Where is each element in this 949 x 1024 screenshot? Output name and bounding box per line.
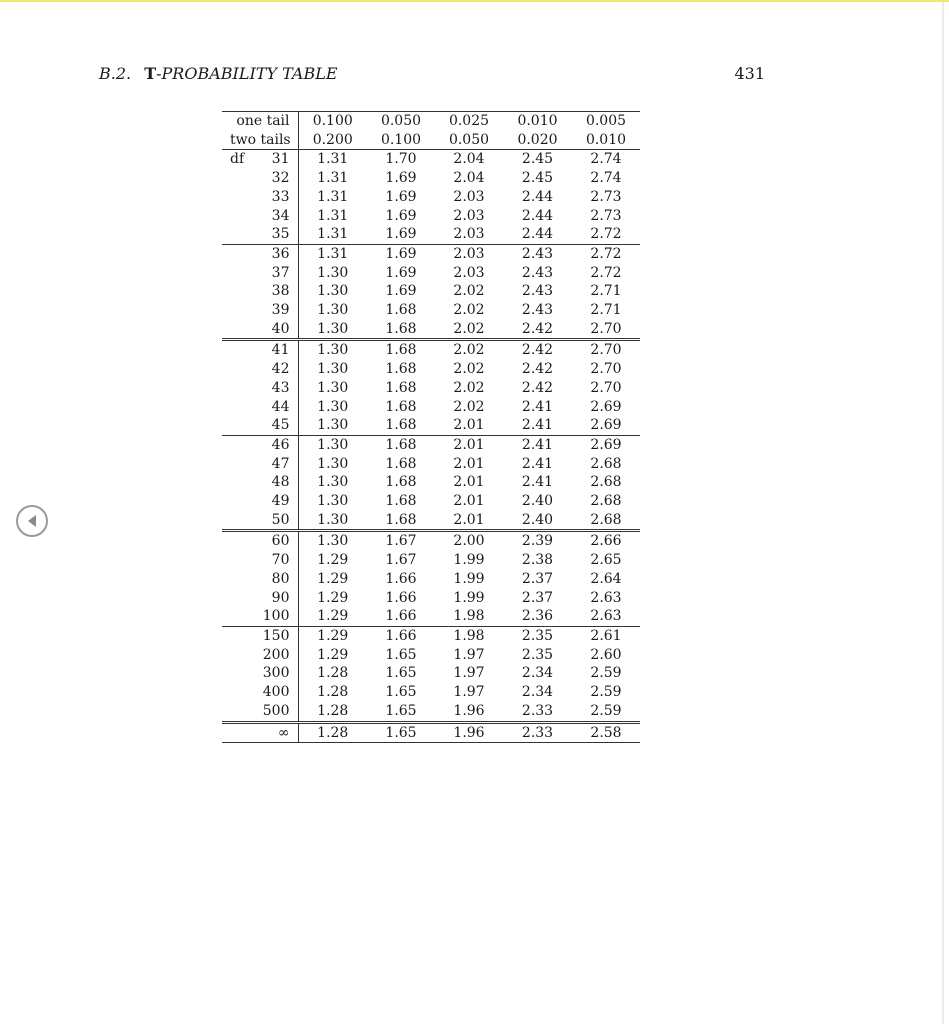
critical-value-cell: 2.02 bbox=[453, 379, 485, 396]
critical-value-cell: 2.39 bbox=[503, 531, 572, 551]
critical-value-cell: 2.02 bbox=[435, 340, 503, 360]
df-cell bbox=[222, 264, 298, 283]
critical-value-cell: 2.02 bbox=[453, 361, 485, 378]
df-cell bbox=[222, 664, 298, 683]
critical-value-cell: 2.61 bbox=[572, 626, 640, 645]
df-value: 31 bbox=[271, 151, 290, 168]
critical-value-cell: 2.72 bbox=[572, 244, 640, 263]
critical-value-cell: 2.35 bbox=[503, 626, 572, 645]
critical-value-cell: 1.69 bbox=[385, 226, 417, 243]
critical-value-cell: 2.68 bbox=[590, 455, 622, 472]
df-value: ∞ bbox=[277, 724, 290, 741]
critical-value-cell: 2.69 bbox=[590, 398, 622, 415]
top-accent-line bbox=[0, 0, 949, 2]
critical-value-cell: 2.33 bbox=[521, 702, 554, 719]
critical-value-cell: 2.73 bbox=[590, 207, 622, 224]
df-cell bbox=[222, 683, 298, 702]
df-value: 50 bbox=[271, 511, 290, 528]
table-row bbox=[222, 702, 640, 722]
df-cell bbox=[222, 398, 298, 417]
df-cell bbox=[222, 416, 298, 435]
critical-value-cell: 1.69 bbox=[385, 207, 417, 224]
critical-value-cell: 2.36 bbox=[521, 608, 554, 625]
critical-value-cell: 2.63 bbox=[590, 589, 622, 606]
table-row bbox=[222, 683, 640, 702]
critical-value-cell: 2.72 bbox=[590, 226, 622, 243]
df-cell bbox=[222, 188, 298, 207]
df-value: 32 bbox=[271, 170, 290, 187]
critical-value-cell: 1.67 bbox=[367, 531, 435, 551]
table-row bbox=[222, 589, 640, 608]
critical-value-cell: 1.30 bbox=[317, 283, 349, 300]
critical-value-cell: 1.68 bbox=[367, 435, 435, 454]
critical-value-cell: 1.68 bbox=[385, 320, 417, 337]
df-cell bbox=[222, 150, 298, 169]
critical-value-cell: 1.65 bbox=[385, 665, 417, 682]
critical-value-cell: 2.02 bbox=[453, 320, 485, 337]
critical-value-cell: 1.30 bbox=[317, 455, 349, 472]
df-cell bbox=[222, 455, 298, 474]
critical-value-cell: 2.41 bbox=[521, 455, 554, 472]
critical-value-cell: 2.60 bbox=[590, 646, 622, 663]
two-tails-label: two tails bbox=[222, 131, 298, 150]
critical-value-cell: 2.70 bbox=[572, 340, 640, 360]
critical-value-cell: 2.68 bbox=[590, 511, 622, 528]
critical-value-cell: 1.28 bbox=[317, 702, 349, 719]
table-row bbox=[222, 511, 640, 531]
critical-value-cell: 2.03 bbox=[453, 264, 485, 281]
critical-value-cell: 2.03 bbox=[453, 207, 485, 224]
critical-value-cell: 1.69 bbox=[385, 188, 417, 205]
critical-value-cell: 1.68 bbox=[385, 493, 417, 510]
critical-value-cell: 2.04 bbox=[453, 151, 485, 168]
table-row bbox=[222, 455, 640, 474]
table-row bbox=[222, 722, 640, 743]
critical-value-cell: 1.30 bbox=[317, 493, 349, 510]
one-tail-value: 0.025 bbox=[435, 112, 503, 131]
critical-value-cell: 1.70 bbox=[385, 151, 417, 168]
df-value: 70 bbox=[271, 552, 290, 569]
critical-value-cell: 2.03 bbox=[453, 188, 485, 205]
df-value: 500 bbox=[262, 702, 290, 719]
df-cell bbox=[222, 551, 298, 570]
table-row bbox=[222, 664, 640, 683]
critical-value-cell: 2.41 bbox=[521, 417, 554, 434]
one-tail-value: 0.005 bbox=[572, 112, 640, 131]
critical-value-cell: 2.00 bbox=[435, 531, 503, 551]
critical-value-cell: 2.69 bbox=[590, 417, 622, 434]
table-row bbox=[222, 473, 640, 492]
section-number: B.2. bbox=[99, 64, 132, 83]
critical-value-cell: 1.65 bbox=[385, 684, 417, 701]
critical-value-cell: 2.03 bbox=[435, 244, 503, 263]
critical-value-cell: 1.69 bbox=[385, 264, 417, 281]
critical-value-cell: 1.30 bbox=[317, 511, 349, 528]
df-value: 38 bbox=[271, 283, 290, 300]
table-row bbox=[222, 398, 640, 417]
critical-value-cell: 2.43 bbox=[503, 244, 572, 263]
two-tails-value: 0.100 bbox=[367, 131, 435, 150]
critical-value-cell: 1.30 bbox=[317, 361, 349, 378]
critical-value-cell: 1.99 bbox=[453, 552, 485, 569]
critical-value-cell: 1.96 bbox=[435, 722, 503, 743]
critical-value-cell: 2.02 bbox=[453, 283, 485, 300]
df-cell bbox=[222, 702, 298, 722]
critical-value-cell: 2.69 bbox=[572, 435, 640, 454]
critical-value-cell: 1.97 bbox=[453, 684, 485, 701]
critical-value-cell: 1.29 bbox=[317, 589, 349, 606]
page-edge bbox=[942, 2, 944, 1024]
critical-value-cell: 1.29 bbox=[298, 626, 367, 645]
critical-value-cell: 1.65 bbox=[385, 702, 417, 719]
df-value: 46 bbox=[271, 436, 290, 453]
two-tails-value: 0.010 bbox=[572, 131, 640, 150]
critical-value-cell: 1.29 bbox=[317, 570, 349, 587]
critical-value-cell: 2.34 bbox=[521, 665, 554, 682]
two-tails-value: 0.020 bbox=[503, 131, 572, 150]
critical-value-cell: 2.35 bbox=[521, 646, 554, 663]
critical-value-cell: 1.30 bbox=[317, 379, 349, 396]
critical-value-cell: 1.66 bbox=[385, 589, 417, 606]
critical-value-cell: 1.68 bbox=[385, 361, 417, 378]
table-row bbox=[222, 570, 640, 589]
critical-value-cell: 2.01 bbox=[453, 493, 485, 510]
title-bold-letter: T bbox=[144, 64, 157, 83]
critical-value-cell: 2.42 bbox=[503, 340, 572, 360]
page-title bbox=[144, 64, 337, 83]
critical-value-cell: 2.70 bbox=[590, 320, 622, 337]
critical-value-cell: 2.68 bbox=[590, 493, 622, 510]
df-value: 80 bbox=[271, 570, 290, 587]
df-value: 400 bbox=[262, 684, 290, 701]
critical-value-cell: 2.01 bbox=[453, 417, 485, 434]
critical-value-cell: 1.29 bbox=[317, 646, 349, 663]
table-row bbox=[222, 379, 640, 398]
critical-value-cell: 1.30 bbox=[317, 474, 349, 491]
critical-value-cell: 2.01 bbox=[435, 435, 503, 454]
critical-value-cell: 2.74 bbox=[590, 151, 622, 168]
table-row bbox=[222, 282, 640, 301]
critical-value-cell: 2.38 bbox=[521, 552, 554, 569]
critical-value-cell: 2.44 bbox=[521, 207, 554, 224]
df-cell bbox=[222, 169, 298, 188]
df-cell bbox=[222, 492, 298, 511]
t-probability-table bbox=[222, 111, 640, 743]
df-cell bbox=[222, 435, 298, 454]
table-row bbox=[222, 607, 640, 626]
df-value: 200 bbox=[262, 646, 290, 663]
df-value: 35 bbox=[271, 226, 290, 243]
df-cell bbox=[222, 379, 298, 398]
critical-value-cell: 2.33 bbox=[503, 722, 572, 743]
critical-value-cell: 1.96 bbox=[453, 702, 485, 719]
df-value: 48 bbox=[271, 474, 290, 491]
df-cell bbox=[222, 340, 298, 360]
critical-value-cell: 1.30 bbox=[298, 435, 367, 454]
df-cell bbox=[222, 225, 298, 244]
critical-value-cell: 2.71 bbox=[590, 302, 622, 319]
critical-value-cell: 1.29 bbox=[317, 552, 349, 569]
critical-value-cell: 1.99 bbox=[453, 589, 485, 606]
critical-value-cell: 2.41 bbox=[521, 398, 554, 415]
critical-value-cell: 2.44 bbox=[521, 188, 554, 205]
critical-value-cell: 1.30 bbox=[317, 417, 349, 434]
df-cell bbox=[222, 360, 298, 379]
critical-value-cell: 1.68 bbox=[385, 302, 417, 319]
table-row bbox=[222, 320, 640, 340]
critical-value-cell: 2.43 bbox=[521, 264, 554, 281]
critical-value-cell: 1.68 bbox=[367, 340, 435, 360]
critical-value-cell: 1.65 bbox=[385, 646, 417, 663]
critical-value-cell: 1.66 bbox=[367, 626, 435, 645]
critical-value-cell: 2.68 bbox=[590, 474, 622, 491]
df-cell bbox=[222, 589, 298, 608]
critical-value-cell: 2.64 bbox=[590, 570, 622, 587]
critical-value-cell: 1.28 bbox=[298, 722, 367, 743]
table-row bbox=[222, 551, 640, 570]
df-cell bbox=[222, 244, 298, 263]
critical-value-cell: 1.68 bbox=[385, 398, 417, 415]
critical-value-cell: 1.68 bbox=[385, 455, 417, 472]
df-value: 100 bbox=[262, 608, 290, 625]
header-row-one-tail bbox=[222, 112, 640, 131]
critical-value-cell: 2.63 bbox=[590, 608, 622, 625]
critical-value-cell: 2.70 bbox=[590, 361, 622, 378]
table-row bbox=[222, 626, 640, 645]
critical-value-cell: 2.42 bbox=[521, 320, 554, 337]
df-value: 43 bbox=[271, 379, 290, 396]
table-row bbox=[222, 169, 640, 188]
df-value: 33 bbox=[271, 188, 290, 205]
df-value: 300 bbox=[262, 665, 290, 682]
critical-value-cell: 2.37 bbox=[521, 589, 554, 606]
df-value: 47 bbox=[271, 455, 290, 472]
table-row bbox=[222, 301, 640, 320]
critical-value-cell: 2.43 bbox=[521, 283, 554, 300]
table-row bbox=[222, 646, 640, 665]
critical-value-cell: 2.58 bbox=[572, 722, 640, 743]
critical-value-cell: 2.72 bbox=[590, 264, 622, 281]
critical-value-cell: 1.68 bbox=[385, 511, 417, 528]
df-value: 39 bbox=[271, 302, 290, 319]
df-cell bbox=[222, 282, 298, 301]
two-tails-value: 0.050 bbox=[435, 131, 503, 150]
critical-value-cell: 1.66 bbox=[385, 570, 417, 587]
critical-value-cell: 2.74 bbox=[590, 170, 622, 187]
critical-value-cell: 1.30 bbox=[317, 320, 349, 337]
critical-value-cell: 2.01 bbox=[453, 474, 485, 491]
critical-value-cell: 2.70 bbox=[590, 379, 622, 396]
critical-value-cell: 1.31 bbox=[317, 170, 349, 187]
critical-value-cell: 1.69 bbox=[385, 283, 417, 300]
page-number: 431 bbox=[734, 64, 765, 83]
table-row bbox=[222, 435, 640, 454]
critical-value-cell: 2.59 bbox=[590, 702, 622, 719]
critical-value-cell: 1.29 bbox=[317, 608, 349, 625]
critical-value-cell: 1.31 bbox=[317, 151, 349, 168]
critical-value-cell: 1.97 bbox=[453, 646, 485, 663]
table-row bbox=[222, 150, 640, 169]
critical-value-cell: 2.02 bbox=[453, 302, 485, 319]
table-row bbox=[222, 244, 640, 263]
critical-value-cell: 2.02 bbox=[453, 398, 485, 415]
critical-value-cell: 1.31 bbox=[317, 226, 349, 243]
critical-value-cell: 1.98 bbox=[453, 608, 485, 625]
table-row bbox=[222, 416, 640, 435]
df-cell bbox=[222, 511, 298, 531]
df-cell bbox=[222, 570, 298, 589]
critical-value-cell: 2.42 bbox=[521, 379, 554, 396]
critical-value-cell: 2.01 bbox=[453, 511, 485, 528]
df-value: 150 bbox=[262, 627, 290, 644]
df-value: 90 bbox=[271, 589, 290, 606]
critical-value-cell: 2.34 bbox=[521, 684, 554, 701]
critical-value-cell: 2.71 bbox=[590, 283, 622, 300]
one-tail-value: 0.050 bbox=[367, 112, 435, 131]
header-row-two-tails bbox=[222, 131, 640, 150]
table-row bbox=[222, 264, 640, 283]
one-tail-value: 0.100 bbox=[298, 112, 367, 131]
critical-value-cell: 2.03 bbox=[453, 226, 485, 243]
one-tail-value: 0.010 bbox=[503, 112, 572, 131]
critical-value-cell: 1.30 bbox=[317, 264, 349, 281]
critical-value-cell: 1.28 bbox=[317, 684, 349, 701]
df-cell bbox=[222, 473, 298, 492]
critical-value-cell: 2.45 bbox=[521, 170, 554, 187]
critical-value-cell: 1.97 bbox=[453, 665, 485, 682]
critical-value-cell: 1.68 bbox=[385, 474, 417, 491]
critical-value-cell: 1.69 bbox=[385, 170, 417, 187]
two-tails-value: 0.200 bbox=[298, 131, 367, 150]
df-value: 45 bbox=[271, 417, 290, 434]
df-cell bbox=[222, 531, 298, 551]
critical-value-cell: 2.37 bbox=[521, 570, 554, 587]
df-value: 34 bbox=[271, 207, 290, 224]
critical-value-cell: 1.30 bbox=[298, 531, 367, 551]
df-cell bbox=[222, 207, 298, 226]
critical-value-cell: 1.28 bbox=[317, 665, 349, 682]
df-cell bbox=[222, 626, 298, 645]
critical-value-cell: 2.41 bbox=[521, 474, 554, 491]
critical-value-cell: 1.31 bbox=[317, 207, 349, 224]
df-value: 41 bbox=[271, 342, 290, 359]
critical-value-cell: 1.68 bbox=[385, 417, 417, 434]
critical-value-cell: 2.42 bbox=[521, 361, 554, 378]
critical-value-cell: 2.01 bbox=[453, 455, 485, 472]
table-row bbox=[222, 225, 640, 244]
one-tail-label: one tail bbox=[222, 112, 298, 131]
df-value: 36 bbox=[271, 245, 290, 262]
critical-value-cell: 1.30 bbox=[298, 340, 367, 360]
df-cell bbox=[222, 320, 298, 340]
df-value: 37 bbox=[271, 264, 290, 281]
title-rest: -PROBABILITY TABLE bbox=[156, 64, 338, 83]
chevron-left-icon bbox=[27, 515, 37, 527]
critical-value-cell: 1.99 bbox=[453, 570, 485, 587]
critical-value-cell: 1.30 bbox=[317, 398, 349, 415]
critical-value-cell: 1.65 bbox=[367, 722, 435, 743]
critical-value-cell: 1.66 bbox=[385, 608, 417, 625]
table-row bbox=[222, 188, 640, 207]
df-cell bbox=[222, 301, 298, 320]
critical-value-cell: 1.31 bbox=[317, 188, 349, 205]
critical-value-cell: 2.44 bbox=[521, 226, 554, 243]
critical-value-cell: 2.40 bbox=[521, 493, 554, 510]
df-value: 44 bbox=[271, 398, 290, 415]
critical-value-cell: 2.45 bbox=[521, 151, 554, 168]
critical-value-cell: 2.65 bbox=[590, 552, 622, 569]
critical-value-cell: 2.43 bbox=[521, 302, 554, 319]
table-row bbox=[222, 340, 640, 360]
critical-value-cell: 1.68 bbox=[385, 379, 417, 396]
table-row bbox=[222, 360, 640, 379]
critical-value-cell: 1.67 bbox=[385, 552, 417, 569]
df-value: 49 bbox=[271, 493, 290, 510]
critical-value-cell: 2.66 bbox=[572, 531, 640, 551]
df-label: df bbox=[230, 151, 245, 168]
table-row bbox=[222, 531, 640, 551]
table-row bbox=[222, 492, 640, 511]
df-value: 60 bbox=[271, 533, 290, 550]
table-row bbox=[222, 207, 640, 226]
critical-value-cell: 2.73 bbox=[590, 188, 622, 205]
critical-value-cell: 2.41 bbox=[503, 435, 572, 454]
critical-value-cell: 2.59 bbox=[590, 684, 622, 701]
page-header bbox=[99, 64, 765, 88]
critical-value-cell: 1.30 bbox=[317, 302, 349, 319]
critical-value-cell: 1.31 bbox=[298, 244, 367, 263]
critical-value-cell: 1.69 bbox=[367, 244, 435, 263]
critical-value-cell: 2.04 bbox=[453, 170, 485, 187]
df-cell bbox=[222, 722, 298, 743]
critical-value-cell: 1.98 bbox=[435, 626, 503, 645]
df-cell bbox=[222, 646, 298, 665]
previous-page-button[interactable] bbox=[16, 505, 48, 537]
critical-value-cell: 2.59 bbox=[590, 665, 622, 682]
df-value: 42 bbox=[271, 361, 290, 378]
df-cell bbox=[222, 607, 298, 626]
critical-value-cell: 2.40 bbox=[521, 511, 554, 528]
df-value: 40 bbox=[271, 320, 290, 337]
